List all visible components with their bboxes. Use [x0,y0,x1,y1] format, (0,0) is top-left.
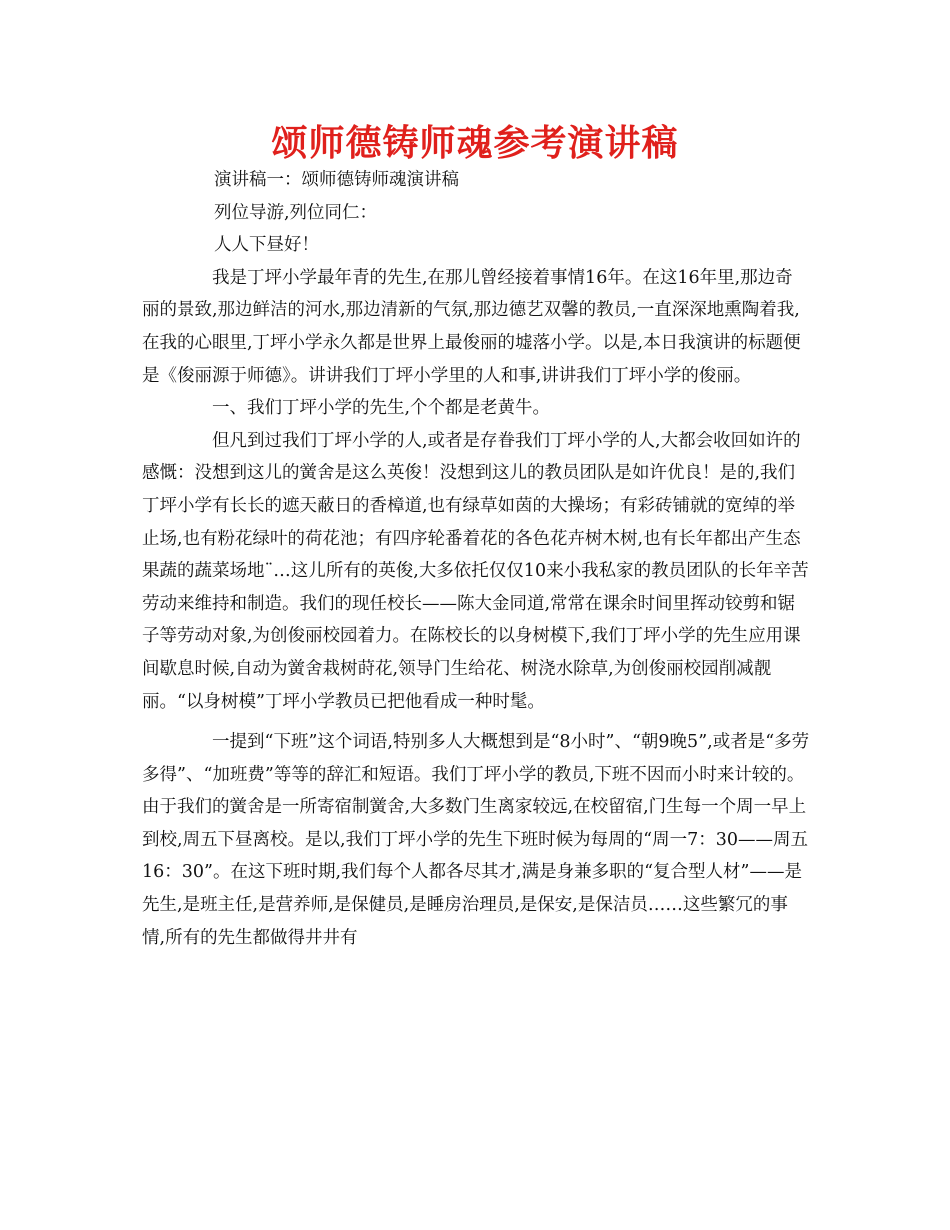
document-body [142,164,810,954]
paragraph: 我是丁坪小学最年青的先生,在那儿曾经接着事情16年。在这16年里,那边奇丽的景致,那边鲜洁的河水,那边清新的气氛,那边德艺双馨的教员,一直深深地熏陶着我,在我的心眼里,丁坪小学永久都是世界上最俊丽的墟落小学。以是,本日我演讲的标题便是《俊丽源于师德》。讲讲我们丁坪小学里的人和事,讲讲我们丁坪小学的俊丽。 [142,267,801,386]
salutation: 列位导游,列位同仁： [214,202,378,223]
document-title: 颂师德铸师魂参考演讲稿 [271,122,679,164]
paragraph: 一提到“下班”这个词语,特别多人大概想到是“8小时”、“朝9晚5”,或者是“多劳多得”、“加班费”等等的辞汇和短语。我们丁坪小学的教员,下班不因而小时来计较的。由于我们的黉舍是一所寄宿制黉舍,大多数门生离家较远,在校留宿,门生每一个周一早上到校,周五下昼离校。是以,我们丁坪小学的先生下班时候为每周的“周一7：30——周五16：30”。在这下班时期,我们每个人都各尽其才,满是身兼多职的“复合型人材”——是先生,是班主任,是营养师,是保健员,是睡房治理员,是保安,是保洁员……这些繁冗的事情,所有的先生都做得井井有 [142,732,810,948]
section-heading: 一、我们丁坪小学的先生,个个都是老黄牛。 [212,398,551,419]
greeting: 人人下昼好！ [214,235,319,256]
paragraph: 但凡到过我们丁坪小学的人,或者是存眷我们丁坪小学的人,大都会收回如许的感慨：没想到这儿的黉舍是这么英俊！没想到这儿的教员团队是如许优良！是的,我们丁坪小学有长长的遮天蔽日的香樟道,也有绿草如茵的大操场；有彩砖铺就的宽绰的举止场,也有粉花绿叶的荷花池；有四序轮番着花的各色花卉树木树,也有长年都出产生态果蔬的蔬菜场地¨…这儿所有的英俊,大多依托仅仅10来小我私家的教员团队的长年辛苦劳动来维持和制造。我们的现任校长——陈大金同道,常常在课余时间里挥动铰剪和锯子等劳动对象,为创俊丽校园着力。在陈校长的以身树模下,我们丁坪小学的先生应用课间歇息时候,自动为黉舍栽树莳花,领导门生给花、树浇水除草,为创俊丽校园削减靓丽。“以身树模”丁坪小学教员已把他看成一种时髦。 [142,430,809,712]
subtitle: 演讲稿一：颂师德铸师魂演讲稿 [214,170,459,190]
